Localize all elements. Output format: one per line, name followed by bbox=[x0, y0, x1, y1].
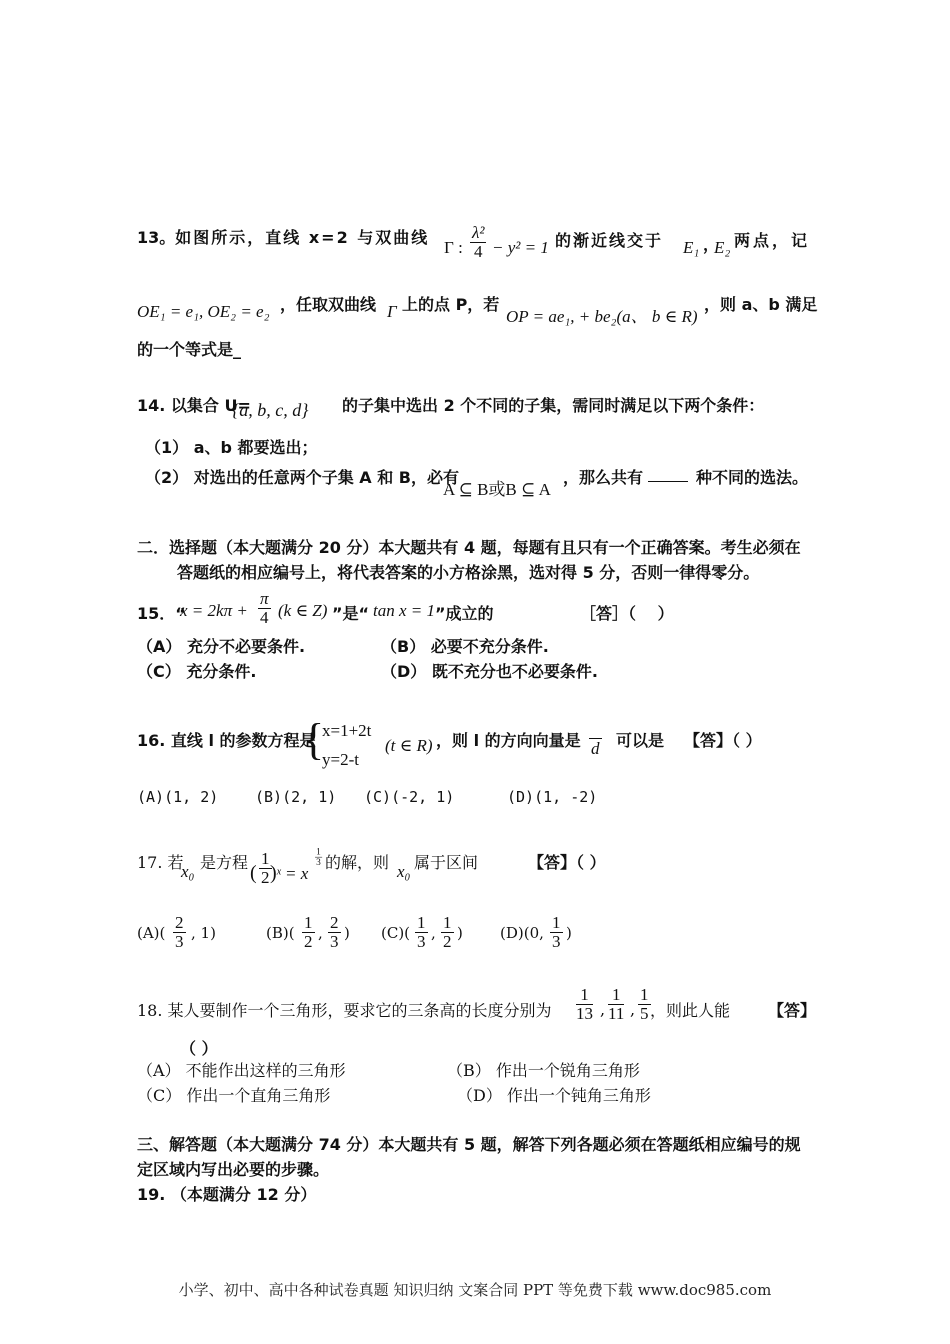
q17-x0-second: x₀ bbox=[397, 862, 411, 881]
q14-line1a: 14. 以集合 U= bbox=[137, 396, 251, 415]
q16-system-brace: { bbox=[303, 715, 325, 764]
q17-half-fraction: $\frac{1}{2}$ bbox=[261, 849, 270, 887]
q14-condition2b: ，那么共有 bbox=[563, 468, 644, 487]
section2-heading-line2: 答题纸的相应编号上，将代表答案的小方格涂黑，选对得 5 分，否则一律得零分。 bbox=[177, 563, 760, 582]
q18-prefix: 18. 某人要制作一个三角形，要求它的三条高的长度分别为 bbox=[137, 1001, 552, 1020]
q13-e1: E₁ bbox=[683, 238, 700, 257]
q18-option-a: （A） 不能作出这样的三角形 bbox=[137, 1061, 346, 1080]
q15-option-a: （A） 充分不必要条件. bbox=[137, 637, 306, 656]
q16-option-c: (C)(-2, 1) bbox=[364, 788, 455, 806]
q14-condition2a: （2） 对选出的任意两个子集 A 和 B，必有 bbox=[145, 468, 459, 487]
section3-heading-line2: 定区域内写出必要的步骤。 bbox=[137, 1160, 330, 1179]
q13-line1: 13。如图所示，直线 x=2 与双曲线 bbox=[137, 228, 430, 247]
q18-option-d: （D） 作出一个钝角三角形 bbox=[457, 1086, 651, 1105]
q18-answer-paren: （ ） bbox=[180, 1039, 218, 1058]
section2-heading-line1: 二．选择题（本大题满分 20 分）本大题共有 4 题，每题有且只有一个正确答案。考生必须在 bbox=[137, 538, 801, 557]
q16-mid: ，则 l 的方向向量是 bbox=[436, 731, 581, 750]
section3-heading-line1: 三、解答题（本大题满分 74 分）本大题共有 5 题，解答下列各题必须在答题纸相应编号的规 bbox=[137, 1135, 801, 1154]
q13-text5: 上的点 P，若 bbox=[402, 295, 500, 314]
q14-answer-blank[interactable] bbox=[648, 481, 688, 482]
q14-set: {a, b, c, d} bbox=[232, 400, 309, 420]
q18-option-c: （C） 作出一个直角三角形 bbox=[137, 1086, 331, 1105]
q17-exponent-fraction: $\frac{1}{3}$ bbox=[316, 846, 321, 868]
q17-open-paren: ( bbox=[250, 862, 257, 884]
q18-fraction-1: $\frac{1}{13}$ bbox=[576, 985, 593, 1023]
q18-fraction-2: $\frac{1}{11}$ bbox=[608, 985, 625, 1023]
q16-vector-d: d bbox=[591, 739, 600, 758]
q19-heading: 19. （本题满分 12 分） bbox=[137, 1185, 317, 1204]
q17-mid2: 的解，则 bbox=[325, 853, 390, 872]
q15-tan: tan x = 1 bbox=[373, 601, 435, 620]
q13-gamma: Γ bbox=[387, 302, 397, 321]
q13-e2: E₂ bbox=[714, 238, 731, 257]
page-footer: 小学、初中、高中各种试卷真题 知识归纳 文案合同 PPT 等免费下载 www.doc985.com bbox=[178, 1281, 772, 1299]
q15-option-b: （B） 必要不充分条件. bbox=[381, 637, 549, 656]
q15-prefix: 15．“ bbox=[137, 604, 186, 623]
q13-line3: 的一个等式是_ bbox=[137, 340, 242, 359]
q16-condition: (t ∈ R) bbox=[385, 736, 433, 755]
q16-prefix: 16. 直线 l 的参数方程是 bbox=[137, 731, 316, 750]
q16-post: 可以是 bbox=[616, 731, 665, 750]
q16-system-y: y=2-t bbox=[322, 750, 359, 769]
q13-text4: ，任取双曲线 bbox=[280, 295, 377, 314]
q14-condition2c: 种不同的选法。 bbox=[696, 468, 809, 487]
q13-gamma-prefix: Γ : bbox=[444, 238, 463, 257]
q15-pi-fraction: $\frac{\pi}{4}$ bbox=[260, 589, 269, 627]
q13-sep: ， bbox=[703, 235, 720, 254]
q17-x0: x₀ bbox=[181, 862, 195, 881]
q15-option-c: （C） 充分条件. bbox=[137, 662, 257, 681]
q18-post: ，则此人能 bbox=[650, 1001, 731, 1020]
q15-option-d: （D） 既不充分也不必要条件. bbox=[381, 662, 598, 681]
q17-post: 属于区间 bbox=[414, 853, 479, 872]
q16-option-a: (A)(1, 2) bbox=[137, 788, 219, 806]
q13-oe-equation: OE₁ = e₁, OE₂ = e₂ bbox=[137, 302, 270, 321]
q14-line1b: 的子集中选出 2 个不同的子集，需同时满足以下两个条件： bbox=[342, 396, 765, 415]
q17-equation: ˣ = x bbox=[276, 864, 309, 883]
q17-prefix: 17. 若 bbox=[137, 853, 184, 872]
q18-answer-label: 【答】 bbox=[768, 1001, 817, 1020]
q13-op-equation: OP = ae₁, + be₂(a、 b ∈ R) bbox=[506, 307, 698, 326]
q18-option-b: （B） 作出一个锐角三角形 bbox=[447, 1061, 640, 1080]
q16-answer-bracket: 【答】（ ） bbox=[684, 731, 762, 750]
q13-text6: ，则 a、b 满足 bbox=[704, 295, 818, 314]
q13-text2: 的渐近线交于 bbox=[555, 231, 664, 250]
q14-condition1: （1） a、b 都要选出； bbox=[145, 438, 318, 457]
q15-condition: (k ∈ Z) bbox=[278, 601, 328, 620]
q13-hyperbola-rest: − y² = 1 bbox=[492, 238, 549, 257]
q16-option-b: (B)(2, 1) bbox=[255, 788, 337, 806]
q15-mid: ”是“ bbox=[332, 604, 370, 623]
q14-condition2-math: A ⊆ B或B ⊆ A bbox=[443, 480, 551, 499]
q15-eq-left: x = 2kπ + bbox=[180, 601, 248, 620]
q16-option-d: (D)(1, -2) bbox=[507, 788, 598, 806]
q13-hyperbola-fraction: $\frac{\text{λ²}}{4}$ bbox=[472, 223, 485, 261]
q16-system-x: x=1+2t bbox=[322, 721, 372, 740]
q13-text3: 两点，记 bbox=[734, 231, 811, 250]
q15-post: ”成立的 bbox=[435, 604, 494, 623]
q17-answer-bracket: 【答】（ ） bbox=[528, 853, 606, 872]
q18-fraction-3: $\frac{1}{5}$ bbox=[640, 985, 649, 1023]
q17-mid1: 是方程 bbox=[200, 853, 249, 872]
q17-close-paren: ) bbox=[270, 862, 277, 884]
q15-answer-bracket: ［答］（ ） bbox=[580, 604, 674, 623]
